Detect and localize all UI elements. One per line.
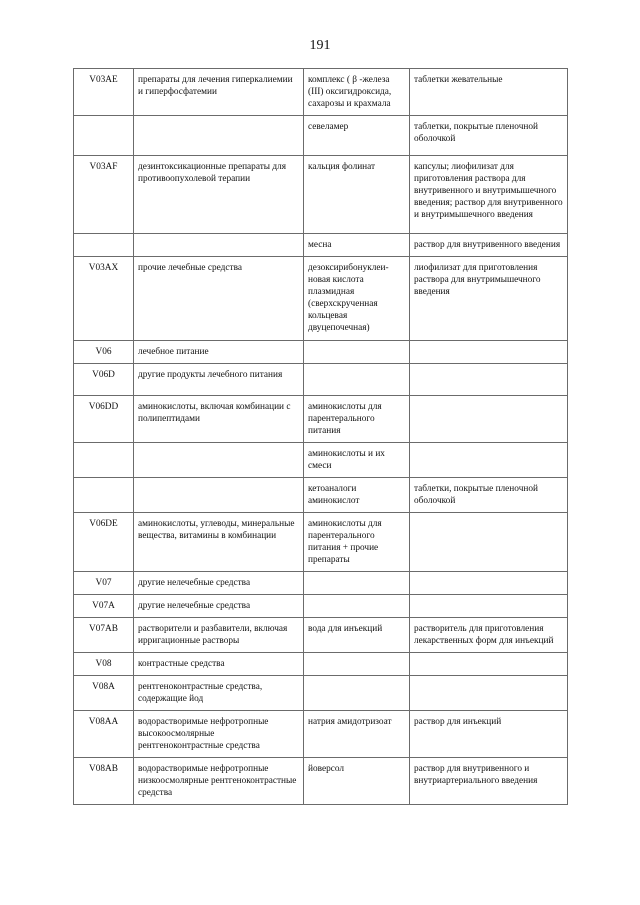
- atc-code-cell: V03AF: [74, 156, 134, 234]
- dosage-form-cell: [410, 595, 568, 618]
- dosage-form-cell: таблетки, покрытые пленочной оболочкой: [410, 478, 568, 513]
- drug-name-cell: комплекс ( β -железа (III) оксигидроксида, сахарозы и крахмала: [304, 69, 410, 116]
- dosage-form-cell: [410, 676, 568, 711]
- drug-name-cell: вода для инъекций: [304, 618, 410, 653]
- atc-code-cell: V08AB: [74, 758, 134, 805]
- dosage-form-cell: лиофилизат для приготовления раствора для внутримышечного введения: [410, 257, 568, 341]
- atc-code-cell: V03AE: [74, 69, 134, 116]
- drug-name-cell: кальция фолинат: [304, 156, 410, 234]
- table-row: [74, 572, 568, 595]
- drug-name-cell: аминокислоты для парентерального питания: [304, 396, 410, 443]
- dosage-form-cell: [410, 572, 568, 595]
- drug-name-cell: [304, 572, 410, 595]
- dosage-form-cell: [410, 443, 568, 478]
- page-number: 191: [309, 38, 331, 53]
- table-row: [74, 711, 568, 758]
- table-row: [74, 396, 568, 443]
- atc-code-cell: V08A: [74, 676, 134, 711]
- group-name-cell: контрастные средства: [134, 653, 304, 676]
- table-row: [74, 364, 568, 396]
- dosage-form-cell: раствор для внутривенного и внутриартериального введения: [410, 758, 568, 805]
- drug-name-cell: севеламер: [304, 116, 410, 156]
- atc-code-cell: V07AB: [74, 618, 134, 653]
- drug-name-cell: [304, 676, 410, 711]
- atc-code-cell: [74, 234, 134, 257]
- drug-table: [73, 68, 568, 805]
- group-name-cell: другие нелечебные средства: [134, 595, 304, 618]
- group-name-cell: аминокислоты, включая комбинации с полипептидами: [134, 396, 304, 443]
- drug-name-cell: [304, 595, 410, 618]
- dosage-form-cell: [410, 653, 568, 676]
- table-row: [74, 116, 568, 156]
- group-name-cell: прочие лечебные средства: [134, 257, 304, 341]
- group-name-cell: [134, 234, 304, 257]
- group-name-cell: другие продукты лечебного питания: [134, 364, 304, 396]
- dosage-form-cell: капсулы; лиофилизат для приготовления раствора для внутривенного и внутримышечного введения; раствор для внутривенного и внутримышечного введения: [410, 156, 568, 234]
- dosage-form-cell: [410, 364, 568, 396]
- group-name-cell: препараты для лечения гиперкалиемии и гиперфосфатемии: [134, 69, 304, 116]
- drug-name-cell: кетоаналоги аминокислот: [304, 478, 410, 513]
- dosage-form-cell: таблетки жевательные: [410, 69, 568, 116]
- drug-name-cell: месна: [304, 234, 410, 257]
- drug-name-cell: аминокислоты для парентерального питания + прочие препараты: [304, 513, 410, 572]
- dosage-form-cell: таблетки, покрытые пленочной оболочкой: [410, 116, 568, 156]
- table-row: [74, 69, 568, 116]
- table-row: [74, 653, 568, 676]
- atc-code-cell: V07A: [74, 595, 134, 618]
- table-row: [74, 595, 568, 618]
- dosage-form-cell: раствор для инъекций: [410, 711, 568, 758]
- drug-name-cell: дезоксирибонуклеи-новая кислота плазмидная (сверхскрученная кольцевая двуцепочечная): [304, 257, 410, 341]
- group-name-cell: рентгеноконтрастные средства, содержащие йод: [134, 676, 304, 711]
- drug-name-cell: аминокислоты и их смеси: [304, 443, 410, 478]
- group-name-cell: растворители и разбавители, включая ирригационные растворы: [134, 618, 304, 653]
- group-name-cell: дезинтоксикационные препараты для противоопухолевой терапии: [134, 156, 304, 234]
- group-name-cell: [134, 116, 304, 156]
- table-row: [74, 443, 568, 478]
- group-name-cell: водорастворимые нефротропные низкоосмолярные рентгеноконтрастные средства: [134, 758, 304, 805]
- group-name-cell: лечебное питание: [134, 341, 304, 364]
- atc-code-cell: [74, 116, 134, 156]
- atc-code-cell: [74, 478, 134, 513]
- atc-code-cell: V06DD: [74, 396, 134, 443]
- group-name-cell: аминокислоты, углеводы, минеральные вещества, витамины в комбинации: [134, 513, 304, 572]
- drug-name-cell: [304, 364, 410, 396]
- table-row: [74, 513, 568, 572]
- dosage-form-cell: раствор для внутривенного введения: [410, 234, 568, 257]
- drug-name-cell: [304, 341, 410, 364]
- group-name-cell: [134, 478, 304, 513]
- drug-name-cell: йоверсол: [304, 758, 410, 805]
- drug-name-cell: натрия амидотризоат: [304, 711, 410, 758]
- atc-code-cell: V07: [74, 572, 134, 595]
- dosage-form-cell: [410, 341, 568, 364]
- group-name-cell: водорастворимые нефротропные высокоосмолярные рентгеноконтрастные средства: [134, 711, 304, 758]
- dosage-form-cell: [410, 513, 568, 572]
- drug-name-cell: [304, 653, 410, 676]
- table-row: [74, 341, 568, 364]
- dosage-form-cell: [410, 396, 568, 443]
- table-row: [74, 618, 568, 653]
- atc-code-cell: V06DE: [74, 513, 134, 572]
- table-row: [74, 676, 568, 711]
- group-name-cell: [134, 443, 304, 478]
- atc-code-cell: V06D: [74, 364, 134, 396]
- table-row: [74, 257, 568, 341]
- atc-code-cell: V08AA: [74, 711, 134, 758]
- atc-code-cell: [74, 443, 134, 478]
- group-name-cell: другие нелечебные средства: [134, 572, 304, 595]
- table-row: [74, 478, 568, 513]
- atc-code-cell: V06: [74, 341, 134, 364]
- table-row: [74, 234, 568, 257]
- table-row: [74, 156, 568, 234]
- dosage-form-cell: растворитель для приготовления лекарственных форм для инъекций: [410, 618, 568, 653]
- table-row: [74, 758, 568, 805]
- atc-code-cell: V03AX: [74, 257, 134, 341]
- atc-code-cell: V08: [74, 653, 134, 676]
